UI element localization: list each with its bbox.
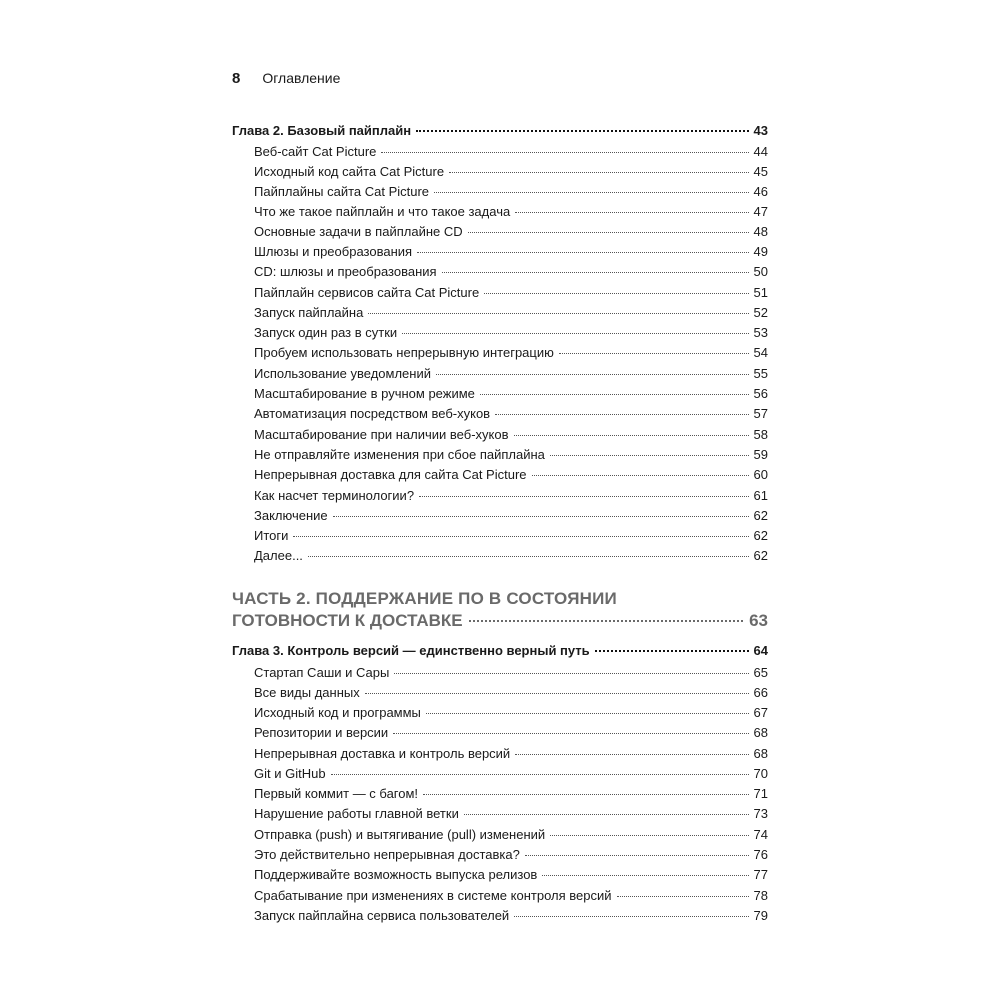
- toc-entry: [232, 724, 768, 742]
- toc-entry: [232, 426, 768, 444]
- entry-page: 77: [753, 867, 768, 882]
- dot-leader: [308, 555, 749, 557]
- entry-page: 59: [753, 447, 768, 462]
- toc-entry: [232, 805, 768, 823]
- entry-page: 49: [753, 244, 768, 259]
- page-number: 8: [232, 70, 241, 87]
- entry-page: 61: [753, 488, 768, 503]
- entry-page: 68: [753, 725, 768, 740]
- toc-entry: [232, 765, 768, 783]
- entry-title: Все виды данных: [254, 685, 360, 700]
- toc-entry: [232, 887, 768, 905]
- entry-page: 67: [753, 705, 768, 720]
- dot-leader: [416, 129, 748, 132]
- toc-entry: [232, 846, 768, 864]
- entry-page: 50: [753, 264, 768, 279]
- toc-entry: [232, 866, 768, 884]
- dot-leader: [559, 352, 749, 354]
- entry-page: 48: [753, 224, 768, 239]
- toc-entry: [232, 466, 768, 484]
- entry-title: Исходный код и программы: [254, 705, 421, 720]
- dot-leader: [515, 211, 748, 213]
- entry-title: Непрерывная доставка для сайта Cat Picture: [254, 467, 527, 482]
- dot-leader: [595, 649, 749, 652]
- entry-page: 73: [753, 806, 768, 821]
- entry-title: Пробуем использовать непрерывную интеграцию: [254, 345, 554, 360]
- entry-title: Запуск пайплайна: [254, 305, 364, 320]
- entry-title: Масштабирование при наличии веб-хуков: [254, 427, 509, 442]
- entry-title: Использование уведомлений: [254, 366, 431, 381]
- dot-leader: [394, 672, 748, 674]
- dot-leader: [468, 231, 749, 233]
- entry-title: Репозитории и версии: [254, 725, 389, 740]
- entry-page: 45: [753, 164, 768, 179]
- dot-leader: [442, 271, 749, 273]
- entry-page: 52: [753, 305, 768, 320]
- entry-title: Как насчет терминологии?: [254, 488, 415, 503]
- toc-entry: [232, 527, 768, 545]
- toc-entry: [232, 324, 768, 342]
- entry-page: 66: [753, 685, 768, 700]
- entry-page: 46: [753, 184, 768, 199]
- entry-page: 51: [753, 285, 768, 300]
- toc-entry: [232, 826, 768, 844]
- toc-entry: [232, 405, 768, 423]
- toc-entry: [232, 344, 768, 362]
- entry-page: 54: [753, 345, 768, 360]
- entry-page: 74: [753, 827, 768, 842]
- chapter-title: Глава 3. Контроль версий — единственно верный путь: [232, 643, 590, 658]
- entry-title: Основные задачи в пайплайне CD: [254, 224, 463, 239]
- part-2-title-line-1: ЧАСТЬ 2. ПОДДЕРЖАНИЕ ПО В СОСТОЯНИИ: [232, 589, 617, 608]
- entry-page: 65: [753, 665, 768, 680]
- toc-entry: [232, 183, 768, 201]
- dot-leader: [542, 874, 748, 876]
- entry-page: 62: [753, 548, 768, 563]
- toc-entry: [232, 163, 768, 181]
- toc-entry: [232, 664, 768, 682]
- entry-title: Нарушение работы главной ветки: [254, 806, 459, 821]
- dot-leader: [515, 753, 748, 755]
- toc-entry: [232, 547, 768, 565]
- entry-page: 68: [753, 746, 768, 761]
- running-header: [232, 70, 340, 87]
- toc-entry: [232, 284, 768, 302]
- toc-entry: [232, 785, 768, 803]
- entry-title: Срабатывание при изменениях в системе контроля версий: [254, 888, 612, 903]
- entry-page: 57: [753, 406, 768, 421]
- dot-leader: [495, 413, 748, 415]
- chapter-page: 43: [753, 123, 768, 138]
- dot-leader: [464, 813, 749, 815]
- toc-chapter-3: [232, 642, 768, 660]
- entry-title: Веб-сайт Cat Picture: [254, 144, 377, 159]
- running-title: Оглавление: [262, 70, 341, 86]
- toc-entry: [232, 704, 768, 722]
- dot-leader: [426, 712, 749, 714]
- dot-leader: [402, 332, 748, 334]
- dot-leader: [480, 393, 749, 395]
- entry-page: 78: [753, 888, 768, 903]
- toc-entry: [232, 385, 768, 403]
- toc-entry: [232, 507, 768, 525]
- entry-title: Отправка (push) и вытягивание (pull) изменений: [254, 827, 546, 842]
- dot-leader: [514, 434, 749, 436]
- chapter-title: Глава 2. Базовый пайплайн: [232, 123, 412, 138]
- entry-title: CD: шлюзы и преобразования: [254, 264, 437, 279]
- toc-entry: [232, 203, 768, 221]
- entry-title: Пайплайн сервисов сайта Cat Picture: [254, 285, 480, 300]
- entry-title: Пайплайны сайта Cat Picture: [254, 184, 430, 199]
- entry-title: Исходный код сайта Cat Picture: [254, 164, 445, 179]
- entry-title: Заключение: [254, 508, 328, 523]
- dot-leader: [368, 312, 748, 314]
- dot-leader: [469, 619, 743, 622]
- entry-title: Итоги: [254, 528, 289, 543]
- entry-page: 79: [753, 908, 768, 923]
- entry-page: 55: [753, 366, 768, 381]
- dot-leader: [514, 915, 748, 917]
- dot-leader: [365, 692, 749, 694]
- dot-leader: [532, 474, 749, 476]
- toc-entry: [232, 263, 768, 281]
- entry-title: Далее...: [254, 548, 303, 563]
- entry-page: 70: [753, 766, 768, 781]
- toc-entry: [232, 143, 768, 161]
- dot-leader: [393, 732, 748, 734]
- toc-entry: [232, 684, 768, 702]
- chapter-page: 64: [753, 643, 768, 658]
- entry-page: 58: [753, 427, 768, 442]
- dot-leader: [331, 773, 749, 775]
- dot-leader: [484, 292, 748, 294]
- dot-leader: [436, 373, 749, 375]
- dot-leader: [525, 854, 749, 856]
- entry-page: 62: [753, 528, 768, 543]
- part-page: 63: [749, 611, 768, 630]
- entry-page: 56: [753, 386, 768, 401]
- entry-title: Это действительно непрерывная доставка?: [254, 847, 520, 862]
- entry-page: 53: [753, 325, 768, 340]
- toc-chapter-2: [232, 122, 768, 140]
- entry-title: Стартап Саши и Сары: [254, 665, 390, 680]
- entry-page: 47: [753, 204, 768, 219]
- dot-leader: [417, 251, 748, 253]
- toc-entry: [232, 487, 768, 505]
- entry-page: 71: [753, 786, 768, 801]
- dot-leader: [449, 171, 748, 173]
- entry-title: Автоматизация посредством веб-хуков: [254, 406, 491, 421]
- entry-title: Не отправляйте изменения при сбое пайплайна: [254, 447, 545, 462]
- entry-page: 62: [753, 508, 768, 523]
- entry-title: Запуск один раз в сутки: [254, 325, 398, 340]
- toc-entry: [232, 365, 768, 383]
- dot-leader: [617, 895, 749, 897]
- part-title-text: ГОТОВНОСТИ К ДОСТАВКЕ: [232, 611, 463, 630]
- entry-page: 44: [753, 144, 768, 159]
- toc-entry: [232, 243, 768, 261]
- dot-leader: [419, 495, 748, 497]
- dot-leader: [550, 454, 749, 456]
- entry-title: Что же такое пайплайн и что такое задача: [254, 204, 511, 219]
- entry-title: Запуск пайплайна сервиса пользователей: [254, 908, 510, 923]
- entry-title: Шлюзы и преобразования: [254, 244, 413, 259]
- entry-title: Git и GitHub: [254, 766, 326, 781]
- dot-leader: [434, 191, 749, 193]
- toc-entry: [232, 745, 768, 763]
- entry-page: 76: [753, 847, 768, 862]
- dot-leader: [293, 535, 748, 537]
- entry-title: Непрерывная доставка и контроль версий: [254, 746, 511, 761]
- dot-leader: [423, 793, 749, 795]
- toc-entry: [232, 907, 768, 925]
- dot-leader: [550, 834, 748, 836]
- part-2-title-line-2: [232, 610, 768, 632]
- entry-title: Первый коммит — с багом!: [254, 786, 419, 801]
- toc-entry: [232, 223, 768, 241]
- toc-entry: [232, 446, 768, 464]
- dot-leader: [381, 151, 748, 153]
- entry-title: Масштабирование в ручном режиме: [254, 386, 475, 401]
- entry-page: 60: [753, 467, 768, 482]
- dot-leader: [333, 515, 749, 517]
- toc-entry: [232, 304, 768, 322]
- entry-title: Поддерживайте возможность выпуска релизов: [254, 867, 538, 882]
